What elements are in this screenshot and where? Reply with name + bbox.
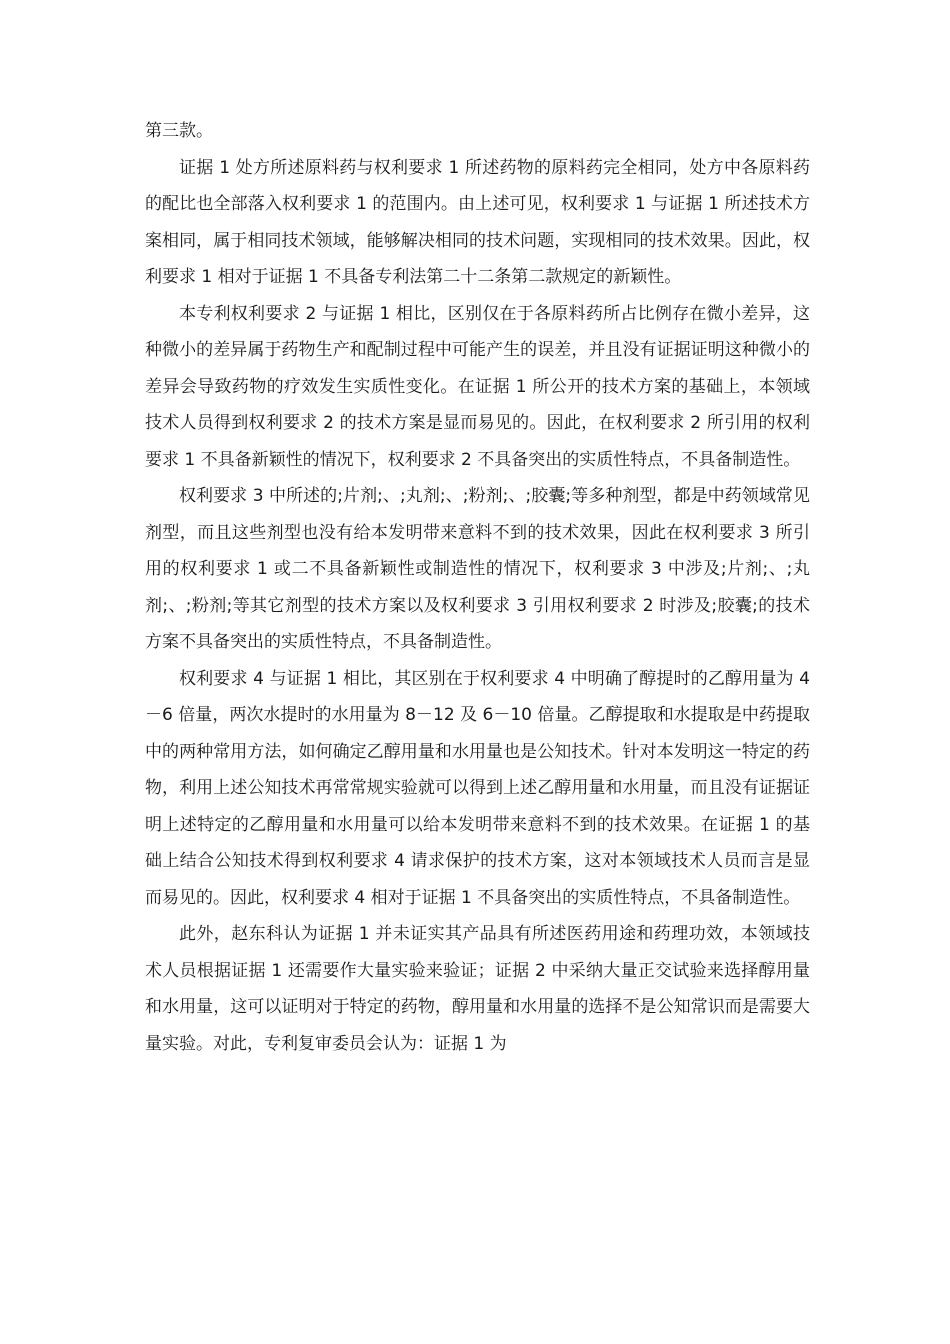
paragraph-3: 本专利权利要求 2 与证据 1 相比，区别仅在于各原料药所占比例存在微小差异，这种微小的差异属于药物生产和配制过程中可能产生的误差，并且没有证据证明这种微小的差异会导致药物的疗效发生实质性变化。在证据 1 所公开的技术方案的基础上，本领域技术人员得到权利要求 2 的技术方案是显而易见的。因此，在权利要求 2 所引用的权利要求 1 不具备新颖性的情况下，权利要求 2 不具备突出的实质性特点，不具备制造性。 <box>145 303 810 470</box>
paragraph-4: 权利要求 3 中所述的;片剂;、;丸剂;、;粉剂;、;胶囊;等多种剂型，都是中药领域常见剂型，而且这些剂型也没有给本发明带来意料不到的技术效果，因此在权利要求 3 所引用的权利要求 1 或二不具备新颖性或制造性的情况下，权利要求 3 中涉及;片剂;、;丸剂;、;粉剂;等其它剂型的技术方案以及权利要求 3 引用权利要求 2 时涉及;胶囊;的技术方案不具备突出的实质性特点，不具备制造性。 <box>145 486 810 652</box>
paragraph-5: 权利要求 4 与证据 1 相比，其区别在于权利要求 4 中明确了醇提时的乙醇用量为 4－6 倍量，两次水提时的水用量为 8－12 及 6－10 倍量。乙醇提取和水提取是中药提取中的两种常用方法，如何确定乙醇用量和水用量也是公知技术。针对本发明这一特定的药物，利用上述公知技术再常常规实验就可以得到上述乙醇用量和水用量，而且没有证据证明上述特定的乙醇用量和水用量可以给本发明带来意料不到的技术效果。在证据 1 的基础上结合公知技术得到权利要求 4 请求保护的技术方案，这对本领域技术人员而言是显而易见的。因此，权利要求 4 相对于证据 1 不具备突出的实质性特点，不具备制造性。 <box>145 668 810 908</box>
paragraph-1: 第三款。 <box>145 121 213 141</box>
paragraph-6: 此外，赵东科认为证据 1 并未证实其产品具有所述医药用途和药理功效，本领域技术人员根据证据 1 还需要作大量实验来验证；证据 2 中采纳大量正交试验来选择醇用量和水用量，这可以证明对于特定的药物，醇用量和水用量的选择不是公知常识而是需要大量实验。对此，专利复审委员会认为：证据 1 为 <box>145 924 810 1054</box>
paragraph-2: 证据 1 处方所述原料药与权利要求 1 所述药物的原料药完全相同，处方中各原料药的配比也全部落入权利要求 1 的范围内。由上述可见，权利要求 1 与证据 1 所述技术方案相同，属于相同技术领域，能够解决相同的技术问题，实现相同的技术效果。因此，权利要求 1 相对于证据 1 不具备专利法第二十二条第二款规定的新颖性。 <box>145 157 810 287</box>
document-body <box>145 113 810 1062</box>
